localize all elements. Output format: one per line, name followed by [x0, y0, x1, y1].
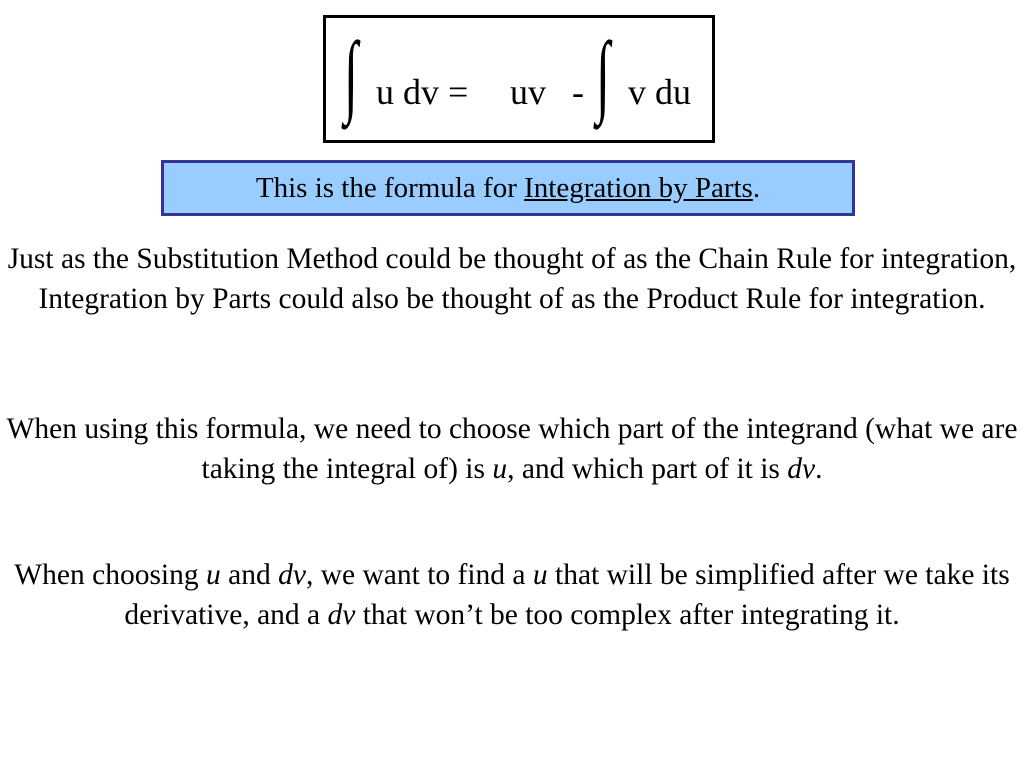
formula-box [323, 15, 715, 143]
paragraph2-text-3: . [815, 453, 823, 485]
paragraph3-text-3: , we want to find a [305, 559, 533, 591]
formula-rhs: v du [628, 72, 691, 112]
variable-u: u [206, 559, 221, 591]
caption-prefix: This is the formula for [255, 171, 525, 204]
paragraph2-text-1: When using this formula, we need to choose which part of the integrand (what we are taking the integral of) is [6, 413, 1018, 485]
integral-sign-left: ∫ [344, 23, 358, 125]
formula-caption [161, 160, 855, 216]
paragraph-choose-parts [6, 409, 1018, 489]
paragraph3-text-4: that will be simplified after we take its derivative, and a [124, 559, 1010, 631]
paragraph-choosing-tips [6, 555, 1018, 635]
formula-minus: - [572, 72, 584, 112]
integration-by-parts-link[interactable]: Integration by Parts [524, 171, 753, 204]
variable-dv: dv [327, 599, 356, 631]
paragraph-product-rule: Just as the Substitution Method could be thought of as the Chain Rule for integration, Integration by Parts could also be thought of as the Product Rule for integration. [7, 243, 1017, 315]
integral-sign-right: ∫ [596, 23, 610, 125]
paragraph3-text-2: and [220, 559, 279, 591]
paragraph2-text-2: , and which part of it is [507, 453, 788, 485]
caption-suffix: . [752, 171, 761, 204]
paragraph3-text-1: When choosing [14, 559, 207, 591]
variable-dv: dv [787, 453, 816, 485]
variable-dv: dv [278, 559, 306, 591]
paragraph3-text-5: that won’t be too complex after integrating it. [355, 599, 900, 631]
formula-lhs: u dv = [376, 72, 469, 112]
formula-uv: uv [510, 72, 546, 112]
variable-u: u [492, 453, 508, 485]
variable-u: u [532, 559, 548, 591]
